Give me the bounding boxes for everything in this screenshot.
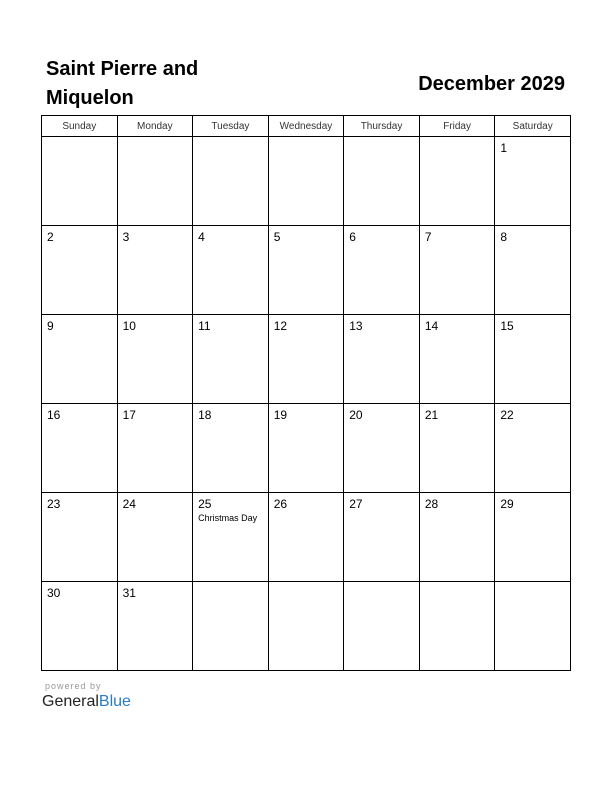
day-cell: [193, 404, 269, 493]
day-number: 13: [349, 319, 363, 333]
day-number: [420, 582, 495, 586]
brand-name: [42, 692, 131, 712]
day-number: [193, 582, 268, 586]
powered-by-text: powered by: [45, 681, 102, 691]
day-number: [269, 137, 344, 141]
day-cell: [42, 226, 118, 315]
day-cell: [419, 226, 495, 315]
day-cell: [344, 226, 420, 315]
day-cell: [344, 493, 420, 582]
week-row: [42, 493, 571, 582]
weekday-header-row: [42, 116, 571, 137]
day-cell: [495, 315, 571, 404]
day-number: [344, 137, 419, 141]
day-cell: [117, 315, 193, 404]
day-number: 29: [500, 497, 514, 511]
empty-day-cell: [268, 137, 344, 226]
day-number: 9: [47, 319, 54, 333]
day-cell: [193, 315, 269, 404]
weekday-header-monday: Monday: [117, 116, 193, 137]
day-cell: [419, 315, 495, 404]
day-cell: [268, 226, 344, 315]
day-cell: [117, 226, 193, 315]
day-cell: [495, 493, 571, 582]
day-number: [42, 137, 117, 141]
day-number: 20: [349, 408, 363, 422]
weekday-header-wednesday: Wednesday: [268, 116, 344, 137]
week-row: [42, 137, 571, 226]
day-number: 10: [122, 319, 136, 333]
region-title: [46, 55, 266, 113]
weekday-header-saturday: Saturday: [495, 116, 571, 137]
day-cell: [495, 137, 571, 226]
day-number: [269, 582, 344, 586]
day-number: 21: [424, 408, 439, 422]
day-number: [420, 137, 495, 141]
day-cell: [42, 493, 118, 582]
day-number: [344, 582, 419, 586]
day-cell: [193, 226, 269, 315]
day-number: 16: [47, 408, 61, 422]
day-number: 23: [47, 497, 61, 511]
day-number: 2: [47, 230, 54, 244]
day-cell: [42, 315, 118, 404]
day-number: 15: [500, 319, 514, 333]
day-number: 22: [500, 408, 514, 422]
day-number: 17: [122, 408, 136, 422]
day-cell: [495, 404, 571, 493]
day-cell: [117, 404, 193, 493]
region-title-line1: Saint Pierre and: [46, 58, 199, 80]
day-cell: [268, 404, 344, 493]
day-number: 14: [424, 319, 439, 333]
day-number: 18: [198, 408, 212, 422]
day-number: 26: [273, 497, 288, 511]
day-number: 28: [424, 497, 439, 511]
week-row: [42, 582, 571, 671]
month-title: December 2029: [418, 73, 565, 95]
day-cell: [117, 493, 193, 582]
day-cell: [193, 493, 269, 582]
day-number: 31: [122, 586, 136, 600]
empty-day-cell: [193, 582, 269, 671]
week-row: [42, 226, 571, 315]
empty-day-cell: [419, 137, 495, 226]
empty-day-cell: [344, 137, 420, 226]
day-cell: [419, 404, 495, 493]
week-row: [42, 315, 571, 404]
day-number: 12: [273, 319, 288, 333]
empty-day-cell: [117, 137, 193, 226]
day-number: 24: [122, 497, 136, 511]
day-number: 30: [47, 586, 61, 600]
weekday-header-sunday: Sunday: [42, 116, 118, 137]
day-cell: [344, 404, 420, 493]
day-number: 11: [198, 319, 211, 333]
weekday-header-friday: Friday: [419, 116, 495, 137]
day-number: 1: [500, 141, 508, 155]
day-number: 4: [198, 230, 205, 244]
weekday-header-thursday: Thursday: [344, 116, 420, 137]
day-number: 3: [122, 230, 130, 244]
day-cell: [495, 226, 571, 315]
empty-day-cell: [42, 137, 118, 226]
week-row: [42, 404, 571, 493]
brand-name-general: General: [42, 693, 99, 710]
holiday-label: Christmas Day: [198, 513, 258, 523]
empty-day-cell: [495, 582, 571, 671]
day-cell: [268, 315, 344, 404]
brand-logo: [42, 681, 131, 712]
empty-day-cell: [419, 582, 495, 671]
day-cell: [42, 404, 118, 493]
empty-day-cell: [193, 137, 269, 226]
day-number: [118, 137, 193, 141]
day-number: 8: [500, 230, 508, 244]
day-number: 27: [349, 497, 363, 511]
day-number: 25: [198, 497, 212, 511]
calendar-grid: [41, 115, 571, 671]
day-number: 19: [273, 408, 288, 422]
calendar-body: [42, 137, 571, 671]
day-cell: [42, 582, 118, 671]
brand-name-blue: Blue: [98, 693, 131, 710]
day-number: [495, 582, 570, 586]
day-number: 7: [424, 230, 432, 244]
day-number: 6: [349, 230, 356, 244]
day-cell: [268, 493, 344, 582]
day-number: [193, 137, 268, 141]
weekday-header-tuesday: Tuesday: [193, 116, 269, 137]
empty-day-cell: [268, 582, 344, 671]
day-cell: [344, 315, 420, 404]
region-title-line2: Miquelon: [46, 87, 134, 109]
empty-day-cell: [344, 582, 420, 671]
day-cell: [419, 493, 495, 582]
day-cell: [117, 582, 193, 671]
day-number: 5: [273, 230, 281, 244]
